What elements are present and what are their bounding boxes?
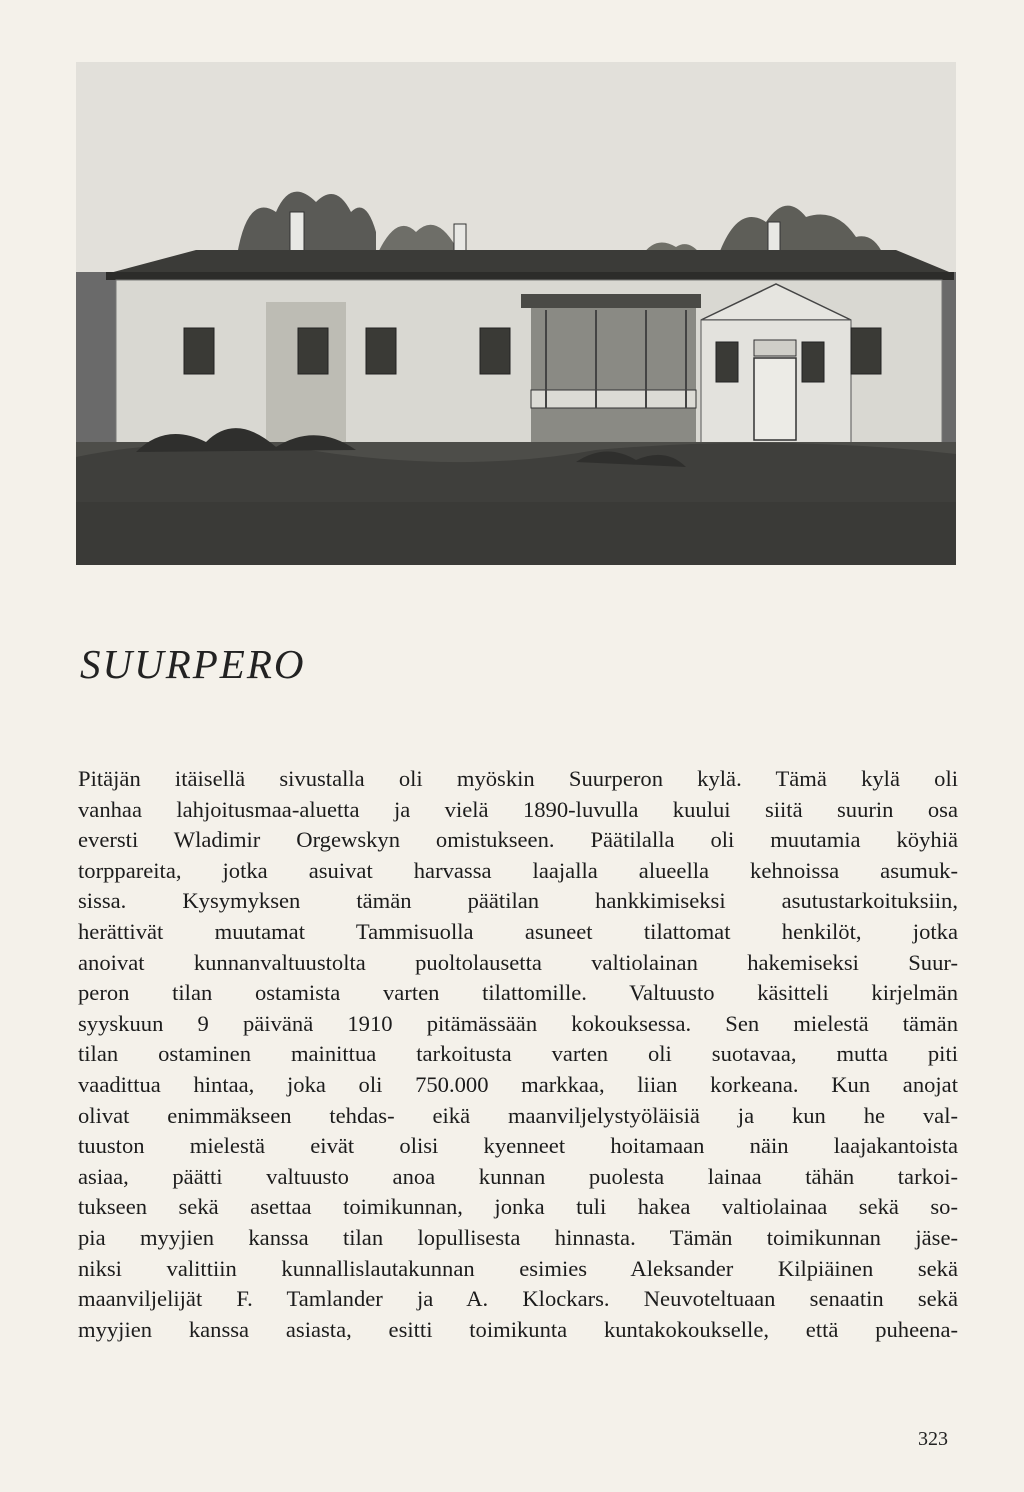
text-line: niksi valittiin kunnallislautakunnan esimies Aleksander Kilpiäinen sekä — [78, 1255, 958, 1281]
text-line: vanhaa lahjoitusmaa-aluetta ja vielä 1890-luvulla kuului siitä suurin osa — [78, 796, 958, 822]
manor-house-drawing — [76, 62, 956, 565]
text-line: Pitäjän itäisellä sivustalla oli myöskin Suurperon kylä. Tämä kylä oli — [78, 766, 958, 791]
text-line: herättivät muutamat Tammisuolla asuneet tilattomat henkilöt, jotka — [78, 918, 958, 944]
text-line: vaadittua hintaa, joka oli 750.000 markkaa, liian korkeana. Kun anojat — [78, 1071, 958, 1097]
text-line: asiaa, päätti valtuusto anoa kunnan puolesta lainaa tähän tarkoi- — [78, 1163, 958, 1189]
text-line: eversti Wladimir Orgewskyn omistukseen. Päätilalla oli muutamia köyhiä — [78, 827, 958, 853]
text-line: pia myyjien kanssa tilan lopullisesta hinnasta. Tämän toimikunnan jäse- — [78, 1224, 958, 1250]
text-line: syyskuun 9 päivänä 1910 pitämässään kokouksessa. Sen mielestä tämän — [78, 1010, 958, 1036]
text-line: olivat enimmäkseen tehdas- eikä maanviljelystyöläisiä ja kun he val- — [78, 1102, 958, 1128]
text-line: anoivat kunnanvaltuustolta puoltolausetta valtiolainan hakemiseksi Suur- — [78, 949, 958, 975]
text-line: torppareita, jotka asuivat harvassa laajalla alueella kehnoissa asumuk- — [78, 857, 958, 883]
text-line: tuuston mielestä eivät olisi kyenneet hoitamaan näin laajakantoista — [78, 1133, 958, 1159]
text-line: tukseen sekä asettaa toimikunnan, jonka tuli hakea valtiolainaa sekä so- — [78, 1194, 958, 1220]
text-line: sissa. Kysymyksen tämän päätilan hankkimiseksi asutustarkoituksiin, — [78, 888, 958, 914]
text-line: maanviljelijät F. Tamlander ja A. Klockars. Neuvoteltuaan senaatin sekä — [78, 1286, 958, 1312]
page-title: SUURPERO — [80, 641, 306, 687]
manor-house-illustration — [76, 62, 956, 565]
text-line: tilan ostaminen mainittua tarkoitusta varten oli suotavaa, mutta piti — [78, 1041, 958, 1067]
page-number: 323 — [918, 1428, 948, 1450]
text-line: peron tilan ostamista varten tilattomille. Valtuusto käsitteli kirjelmän — [78, 980, 958, 1006]
text-line: myyjien kanssa asiasta, esitti toimikunta kuntakokoukselle, että puheena- — [78, 1316, 958, 1342]
body-paragraph — [78, 764, 958, 1345]
